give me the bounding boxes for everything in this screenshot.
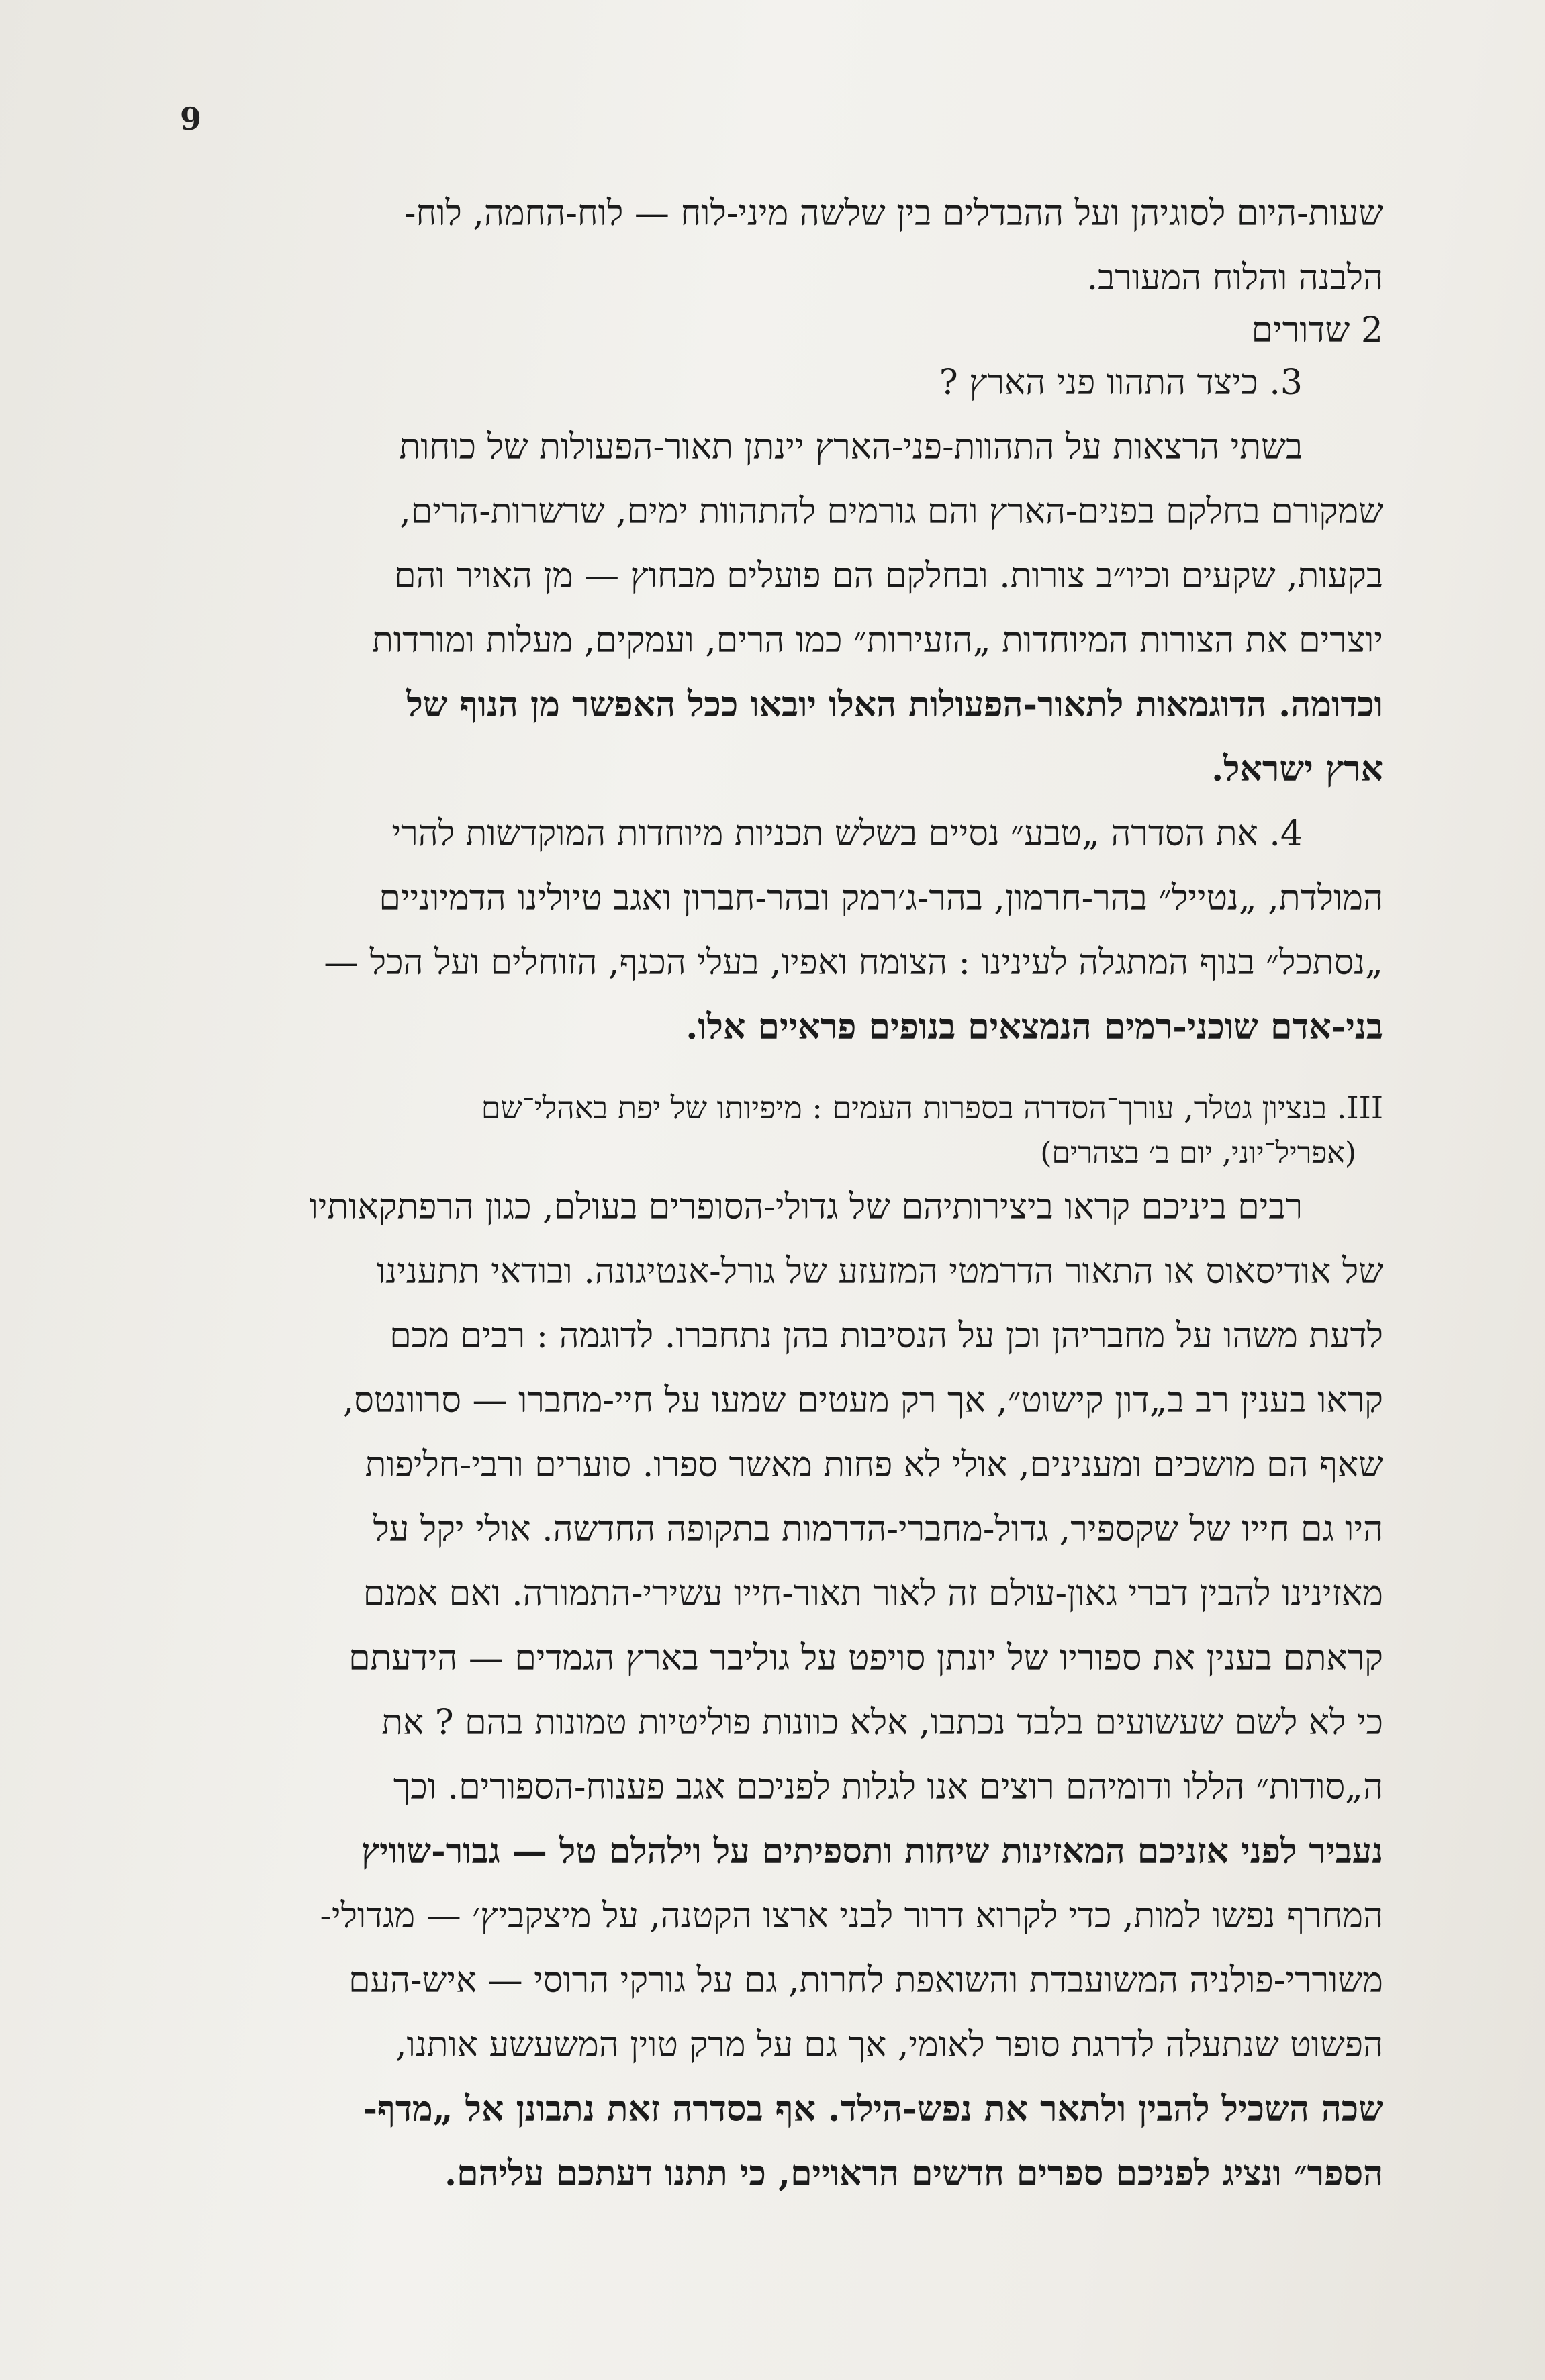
page-number: 9 <box>180 101 202 137</box>
text-line: נעביר לפני אזניכם המאזינות שיחות ותספיתים על וילהלם טל — גבור-שוויץ <box>361 1831 1383 1872</box>
text-line: מאזינינו להבין דברי גאון-עולם זה לאור תאור-חייו עשירי-התמורה. ואם אמנם <box>363 1574 1383 1614</box>
body-text <box>161 181 1383 2206</box>
section-subheading: (אפריל־יוני, יום ב׳ בצהרים) <box>1040 1136 1356 1170</box>
spacer <box>161 1059 1383 1084</box>
text-line: שמקורם בחלקם בפנים-הארץ והם גורמים להתהוות ימים, שרשרות-הרים, <box>400 491 1383 532</box>
text-line: הלבנה והלוח המעורב. <box>1086 258 1383 298</box>
text-line: שאף הם מושכים ומענינים, אולי לא פחות מאשר ספרו. סוערים ורבי-חליפות <box>365 1445 1383 1485</box>
text-line: וכדומה. הדוגמאות לתאור-הפעולות האלו יובאו ככל האפשר מן הנוף של <box>406 684 1383 725</box>
text-line: ארץ ישראל. <box>1211 749 1383 790</box>
text-line: הספר״ ונציג לפניכם ספרים חדשים הראויים, כי תתנו דעתכם עליהם. <box>444 2153 1383 2194</box>
text-line: היו גם חייו של שקספיר, גדול-מחברי-הדרמות בתקופה החדשה. אולי יקל על <box>373 1509 1383 1550</box>
item-heading: 4. את הסדרה „טבע״ נסיים בשלש תכניות מיוחדות המוקדשות להרי <box>391 814 1303 854</box>
text-line: בני-אדם שוכני-רמים הנמצאים בנופים פראיים אלו. <box>686 1006 1383 1047</box>
text-line: המולדת, „נטייל״ בהר-חרמון, בהר-ג׳רמק ובהר-חברון ואגב טיולינו הדמיוניים <box>379 878 1383 918</box>
text-line: משוררי-פולניה המשועבדת והשואפת לחרות, גם על גורקי הרוסי — איש-העם <box>348 1960 1383 2001</box>
text-line: רבים ביניכם קראו ביצירותיהם של גדולי-הסופרים בעולם, כגון הרפתקאותיו <box>309 1187 1303 1227</box>
text-line: לדעת משהו על מחבריהן וכן על הנסיבות בהן נתחברו. לדוגמה : רבים מכם <box>389 1316 1383 1356</box>
text-line: הפשוט שנתעלה לדרגת סופר לאומי, אך גם על מרק טוין המשעשע אותנו, <box>395 2025 1383 2065</box>
text-line: המחרף נפשו למות, כדי לקרוא דרור לבני ארצו הקטנה, על מיצקביץ׳ — מגדולי- <box>320 1896 1383 1936</box>
text-line: בקעות, שקעים וכיו״ב צורות. ובחלקם הם פועלים מבחוץ — מן האויר והם <box>394 556 1383 596</box>
text-line: „נסתכל״ בנוף המתגלה לעינינו : הצומח ואפיו, בעלי הכנף, הזוחלים ועל הכל — <box>324 943 1383 983</box>
section-heading: 2 שדורים <box>1251 310 1383 350</box>
text-line: כי לא לשם שעשועים בלבד נכתבו, אלא כוונות פוליטיות טמונות בהם ? את <box>381 1703 1383 1743</box>
text-line: קראו בענין רב ב„דון קישוט״, אך רק מעטים שמעו על חיי-מחברו — סרוונטס, <box>342 1380 1383 1421</box>
text-line: שעות-היום לסוגיהן ועל ההבדלים בין שלשה מיני-לוח — לוח-החמה, לוח- <box>404 193 1383 234</box>
section-heading: III. בנציון גטלר, עורך־הסדרה בספרות העמים : מיפיותו של יפת באהלי־שם <box>481 1090 1383 1126</box>
text-line: יוצרים את הצורות המיוחדות „הזעירות״ כמו הרים, ועמקים, מעלות ומורדות <box>372 620 1383 661</box>
item-heading: 3. כיצד התהוו פני הארץ ? <box>939 363 1303 403</box>
text-line: שכה השכיל להבין ולתאר את נפש-הילד. אף בסדרה זאת נתבונן אל „מדף- <box>363 2089 1383 2130</box>
text-line: של אודיסאוס או התאור הדרמטי המזעזע של גורל-אנטיגונה. ובודאי תתענינו <box>377 1251 1383 1292</box>
text-line: קראתם בענין את ספוריו של יונתן סויפט על גוליבר בארץ הגמדים — הידעתם <box>348 1638 1383 1678</box>
text-line: בשתי הרצאות על התהוות-פני-הארץ יינתן תאור-הפעולות של כוחות <box>399 427 1303 467</box>
text-line: ה„סודות״ הללו ודומיהם רוצים אנו לגלות לפניכם אגב פענוח-הספורים. וכך <box>393 1767 1383 1807</box>
